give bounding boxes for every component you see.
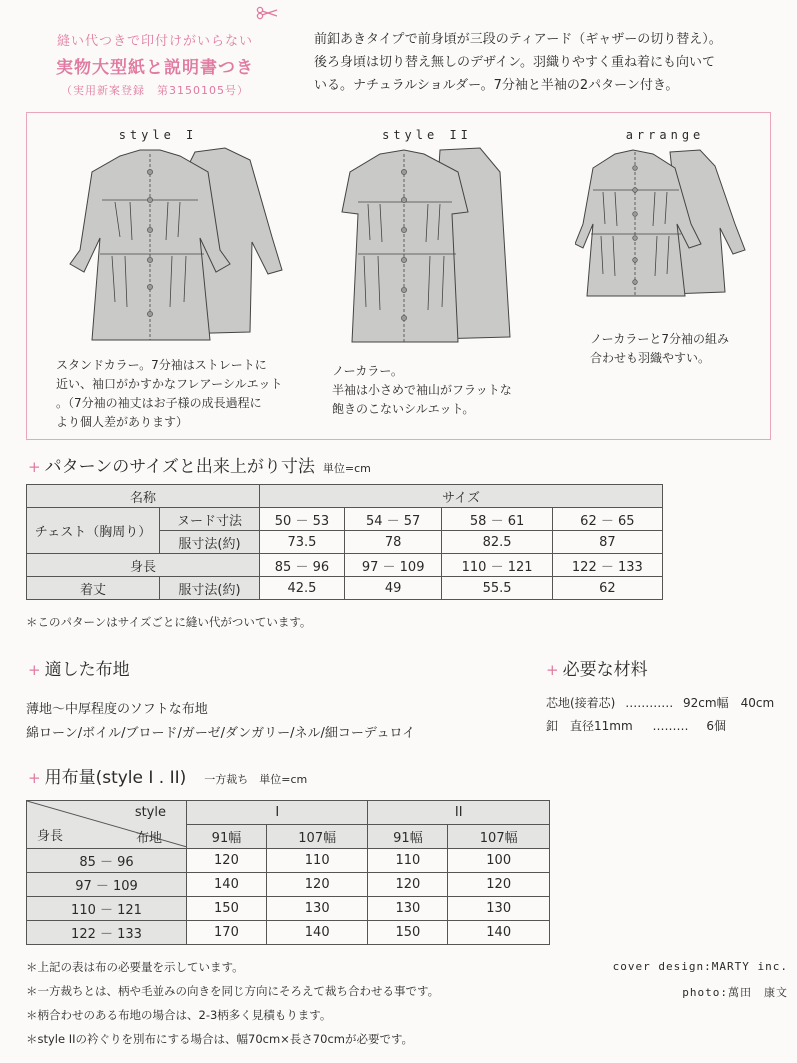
fabric-section-title: + 適した布地 (28, 660, 130, 680)
size-note: ＊このパターンはサイズごとに縫い代がついています。 (26, 615, 312, 629)
table-row: 身長 85 － 96 97 － 109 110 － 121 122 － 133 (27, 554, 663, 577)
feature-line-3: （実用新案登録 第3150105号） (61, 84, 249, 97)
arrange-caption: ノーカラーと7分袖の組み 合わせも羽織やすい。 (590, 332, 730, 365)
table-row: style 身長 布地 I II (27, 801, 550, 825)
arrange-illustration (575, 144, 760, 304)
table-row: 着丈 服寸法(約) 42.5 49 55.5 62 (27, 577, 663, 600)
footnotes: ＊上記の表は布の必要量を示しています。 ＊一方裁ちとは、柄や毛並みの向きを同じ方向にそろえて裁ち合わせる事です。 ＊柄合わせのある布地の場合は、2-3柄多く見積もります。 ＊style IIの衿ぐりを別布にする場合は、幅70cm×長さ70cmが必要です。 (26, 960, 440, 1046)
feature-line-1: 縫い代つきで印付けがいらない (56, 34, 253, 49)
arrange-label: arrange (625, 128, 705, 142)
table-row: 97 － 109 140 120 120 120 (27, 873, 550, 897)
style-2-illustration (340, 142, 530, 347)
table-row: 91幅 107幅 91幅 107幅 (27, 825, 550, 849)
fabric-line-2: 綿ローン/ボイル/ブロード/ガーゼ/ダンガリー/ネル/細コーデュロイ (26, 726, 416, 741)
style-1-label: style I (118, 128, 198, 142)
table-row: 服寸法(約) 73.5 78 82.5 87 (27, 531, 663, 554)
photo-credit: photo:萬田 康文 (682, 986, 788, 999)
feature-heading (30, 30, 280, 98)
plus-icon: + (546, 661, 559, 679)
header-corner-cell: style 身長 布地 (27, 801, 187, 849)
table-row: 110 － 121 150 130 130 130 (27, 897, 550, 921)
plus-icon: + (28, 661, 41, 679)
material-row-buttons: 釦 直径11mm ……… 6個 (546, 719, 726, 733)
style-1-caption: スタンドカラー。7分袖はストレートに 近い、袖口がかすかなフレアーシルエット 。（7分袖の袖丈はお子様の成長過程に より個人差があります） (56, 358, 283, 429)
style-2-label: style II (382, 128, 472, 142)
table-row: 122 － 133 170 140 150 140 (27, 921, 550, 945)
plus-icon: + (28, 458, 41, 476)
fabric-amount-table (26, 800, 550, 945)
intro-text: 前釦あきタイプで前身頃が三段のティアード（ギャザーの切り替え）。 後ろ身頃は切り替え無しのデザイン。羽織りやすく重ね着にも向いて いる。ナチュラルショルダー。7分袖と半袖の2パターン付き。 (314, 32, 722, 93)
style-2-caption: ノーカラー。 半袖は小さめで袖山がフラットな 飽きのこないシルエット。 (332, 364, 512, 416)
amount-section-title: + 用布量(style I . II) 一方裁ち 単位=cm (28, 768, 308, 788)
materials-section-title: + 必要な材料 (546, 660, 648, 680)
scissors-icon (256, 6, 278, 20)
style-1-illustration (60, 142, 300, 347)
plus-icon: + (28, 769, 41, 787)
size-section-title: + パターンのサイズと出来上がり寸法 単位=cm (28, 457, 371, 477)
table-row: チェスト（胸周り） ヌード寸法 50 － 53 54 － 57 58 － 61 62 － 65 (27, 508, 663, 531)
table-row: 名称 サイズ (27, 485, 663, 508)
feature-line-2: 実物大型紙と説明書つき (56, 58, 254, 78)
size-table (26, 484, 663, 600)
material-row-interfacing: 芯地(接着芯) ………… 92cm幅 40cm (546, 696, 775, 710)
cover-credit: cover design:MARTY inc. (612, 960, 788, 973)
fabric-line-1: 薄地～中厚程度のソフトな布地 (26, 702, 208, 717)
table-row: 85 － 96 120 110 110 100 (27, 849, 550, 873)
